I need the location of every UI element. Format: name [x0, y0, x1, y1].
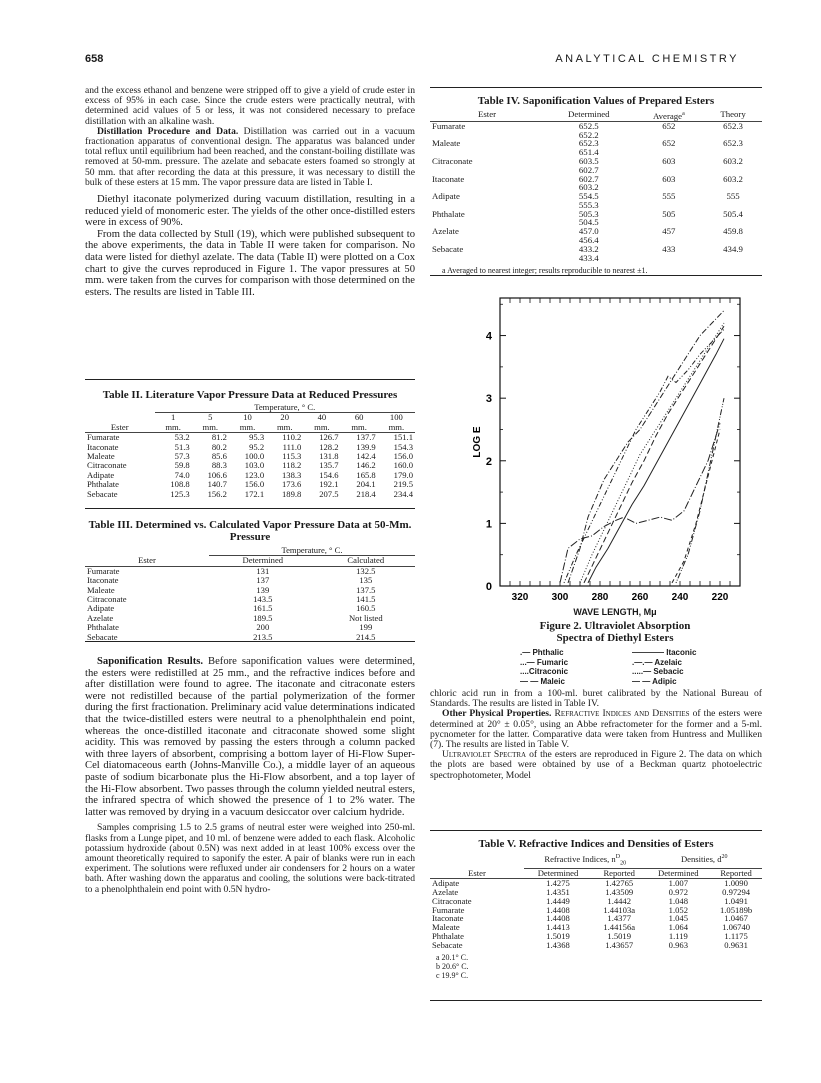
table-cell: 1.06740: [722, 922, 751, 933]
table-cell: 111.0: [282, 441, 302, 452]
table-caption: Table III. Determined vs. Calculated Vapor Pressure Data at 50-Mm. Pressure: [88, 519, 412, 543]
table-footnote: a Averaged to nearest integer; results reproducible to nearest ±1.: [442, 266, 648, 276]
table-cell: 110.2: [282, 432, 302, 443]
unit-header: mm.: [314, 421, 330, 432]
column-header-ester: Ester: [468, 867, 486, 878]
x-axis-label: WAVE LENGTH, Mμ: [573, 607, 657, 617]
table-cell: 602.7: [578, 164, 599, 175]
table-cell: 0.97294: [722, 886, 751, 897]
table-3-grid: [85, 546, 415, 642]
journal-title: ANALYTICAL CHEMISTRY: [555, 53, 739, 65]
table-row: [430, 879, 762, 888]
table-cell: 53.2: [174, 432, 190, 443]
table-cell: 555.3: [578, 199, 599, 210]
table-cell: 156.2: [207, 488, 227, 499]
table-cell: 1.119: [668, 930, 688, 941]
table-cell: 139: [256, 584, 270, 595]
table-2: [85, 389, 415, 499]
table-cell: 603: [662, 155, 676, 166]
smallcaps-text: Refractive Indices and Densities: [554, 708, 690, 720]
table-cell: 1.4408: [546, 913, 570, 924]
table-row: [430, 888, 762, 897]
table-group-header: Temperature, ° C.: [155, 403, 415, 413]
x-tick-label: 280: [591, 592, 609, 603]
table-cell: 1.064: [668, 922, 688, 933]
row-label: Azelate: [432, 226, 459, 237]
row-label: Azelate: [87, 612, 114, 623]
table-cell: 103.0: [244, 460, 265, 471]
table-cell: 192.1: [319, 479, 339, 490]
row-label: Azelate: [432, 886, 459, 897]
legend-right: [632, 648, 696, 686]
table-cell: 154.6: [319, 469, 339, 480]
table-cell: 106.6: [207, 469, 227, 480]
table-cell: 1.045: [668, 913, 688, 924]
table-cell: 95.3: [249, 432, 265, 443]
table-row: [430, 254, 762, 263]
table-cell: 80.2: [211, 441, 227, 452]
row-label: Phthalate: [87, 622, 119, 633]
footnote: a 20.1° C.: [436, 952, 469, 962]
table-cell: 504.5: [578, 217, 599, 228]
table-cell: 179.0: [393, 469, 413, 480]
table-footnotes: [430, 953, 762, 980]
legend-entry: ...— Fumaric: [520, 657, 569, 667]
series-line-fumaric: [564, 329, 724, 583]
table-cell: 51.3: [174, 441, 190, 452]
table-cell: 151.1: [393, 432, 413, 443]
page-number: 658: [85, 53, 104, 65]
table-row: [430, 906, 762, 915]
row-label: Citraconate: [87, 594, 127, 605]
legend-entry: — — Adipic: [632, 676, 677, 686]
unit-header: mm.: [276, 421, 293, 432]
unit-header: mm.: [351, 421, 367, 432]
table-cell: 457.0: [578, 226, 599, 237]
table-cell: 1.4275: [546, 878, 570, 889]
row-label: Sebacate: [87, 488, 118, 499]
table-cell: [704, 254, 762, 263]
column-header-reported: Reported: [603, 868, 635, 879]
pressure-header: 5: [208, 412, 213, 423]
caption-line: Figure 2. Ultraviolet Absorption: [539, 620, 691, 632]
table-cell: 433.4: [578, 252, 599, 263]
series-line-citraconic: [580, 323, 724, 583]
table-row: [430, 897, 762, 906]
table-cell: 154.3: [393, 441, 413, 452]
table-cell: 603.2: [578, 182, 599, 193]
y-axis-label: LOG E: [472, 426, 483, 458]
table-cell: 1.4377: [607, 913, 632, 924]
row-label: Adipate: [87, 603, 115, 614]
table-cell: 128.2: [319, 441, 339, 452]
table-cell: 131.8: [319, 451, 339, 462]
table-cell: 214.5: [356, 631, 376, 642]
table-cell: 1.4351: [546, 886, 570, 897]
table-cell: 161.5: [253, 603, 273, 614]
table-cell: 457: [662, 226, 676, 237]
table-cell: 200: [256, 622, 270, 633]
table-cell: 1.44103a: [603, 904, 636, 915]
row-label: Phthalate: [432, 930, 464, 941]
table-cell: 602.7: [578, 173, 599, 184]
runin-heading: Other Physical Properties.: [442, 708, 552, 720]
table-cell: 143.5: [253, 594, 273, 605]
table-cell: 172.1: [244, 488, 265, 499]
table-cell: 189.5: [253, 612, 273, 623]
row-label: Fumarate: [87, 565, 120, 576]
column-header-reported: Reported: [720, 868, 752, 879]
unit-header: mm.: [202, 421, 219, 432]
table-cell: 1.5019: [546, 930, 570, 941]
table-cell: 140.7: [207, 479, 227, 490]
table-cell: 234.4: [393, 488, 413, 499]
table-cell: 505: [662, 208, 676, 219]
table-cell: 173.6: [281, 479, 302, 490]
table-cell: 100.0: [244, 451, 265, 462]
table-row: [430, 941, 762, 950]
table-3: [85, 519, 415, 642]
table-cell: 137.5: [356, 584, 376, 595]
paragraph-uv-spectra: [430, 750, 762, 781]
x-tick-label: 240: [671, 592, 689, 603]
legend-entry: — — Maleic: [520, 676, 565, 686]
table-5-grid: [430, 853, 762, 950]
paragraph-saponification: [85, 656, 415, 818]
y-tick-label: 4: [485, 330, 492, 343]
table-cell: 456.4: [578, 235, 599, 246]
table-cell: 219.5: [393, 479, 413, 490]
table-cell: 207.5: [319, 488, 339, 499]
paragraph-text: of the esters are reproduced in Figure 2. The data on which the plots are based were obtained by use of a Beckman quartz photoelectric spectrophotometer, Model: [430, 749, 762, 781]
table-cell: 135.7: [319, 460, 339, 471]
row-label: [430, 254, 544, 263]
table-cell: 603.2: [723, 155, 743, 166]
table-cell: 156.0: [393, 451, 413, 462]
smallcaps-text: Ultraviolet Spectra: [442, 749, 527, 761]
x-tick-label: 220: [711, 592, 729, 603]
table-cell: 108.8: [170, 479, 190, 490]
table-cell: 1.4442: [607, 895, 632, 906]
series-line-maleic: [584, 326, 724, 583]
table-cell: 652.3: [723, 138, 743, 149]
table-row: [430, 932, 762, 941]
table-cell: 74.0: [174, 469, 190, 480]
table-cell: 1.5019: [607, 930, 632, 941]
table-cell: 137.7: [356, 432, 376, 443]
row-label: Itaconate: [432, 913, 464, 924]
table-cell: 434.9: [723, 243, 743, 254]
paragraph: chloric acid run in from a 100-ml. buret calibrated by the National Bureau of Standards. The results are listed in Table IV.: [430, 688, 762, 710]
row-label: Maleate: [87, 584, 115, 595]
table-group-header: Temperature, ° C.: [209, 546, 415, 556]
row-label: Sebacate: [432, 939, 463, 950]
table-cell: 651.4: [578, 147, 599, 158]
group-header-densities: Densities, $d^{20}$: [646, 853, 762, 869]
table-cell: 652.5: [578, 120, 599, 131]
paragraph-other-properties: [430, 709, 762, 750]
table-row: [85, 490, 415, 499]
table-cell: 115.3: [282, 451, 302, 462]
table-cell: 1.007: [668, 878, 688, 889]
table-cell: 505.4: [723, 208, 743, 219]
column-header-theory: Theory: [720, 109, 746, 119]
table-cell: 652: [662, 120, 676, 131]
table-cell: 139.9: [356, 441, 376, 452]
series-line-azelaic: [560, 423, 720, 583]
table-4-grid: [430, 110, 762, 262]
table-cell: 123.0: [244, 469, 265, 480]
series-line-phthalic: [568, 311, 724, 583]
left-intro-text: [85, 86, 415, 298]
footnote: b 20.6° C.: [436, 961, 469, 971]
table-cell: 1.4449: [546, 895, 570, 906]
table-caption: Table V. Refractive Indices and Densities of Esters: [478, 838, 714, 850]
table-cell: 138.3: [281, 469, 302, 480]
group-header-refractive: Refractive Indices, $n^D_{20}$: [524, 853, 646, 869]
legend-left: [520, 648, 568, 686]
column-header-determined: Determined: [568, 109, 610, 119]
figure-caption: [460, 620, 770, 644]
table-cell: 1.052: [668, 904, 688, 915]
table-cell: 1.4413: [546, 922, 570, 933]
caption-line: Spectra of Diethyl Esters: [556, 632, 674, 644]
table-cell: 505.3: [578, 208, 599, 219]
x-tick-label: 260: [631, 592, 649, 603]
table-cell: 81.2: [211, 432, 227, 443]
table-cell: 433: [662, 243, 676, 254]
paragraph: From the data collected by Stull (19), which were published subsequent to the above experiments, the data in Table II were taken for comparison. No data were listed for diethyl azelate. The data (Table II) were plotted on a Cox chart to give the curves reproduced in Figure 1. The vapor pressures at 50 mm. were taken from the curves for comparison with those determined on the esters. The results are listed in Table III.: [85, 228, 415, 298]
table-cell: 135: [359, 575, 373, 586]
table-5: [430, 838, 762, 980]
x-tick-label: 300: [551, 592, 569, 603]
row-label: Sebacate: [87, 631, 118, 642]
row-label: Maleate: [87, 451, 115, 462]
table-cell: 603: [662, 173, 676, 184]
column-header-determined: Determined: [658, 868, 699, 879]
table-cell: 0.972: [668, 886, 688, 897]
row-label: Maleate: [432, 138, 461, 149]
table-cell: 1.0491: [724, 895, 748, 906]
table-cell: 603.2: [723, 173, 743, 184]
table-cell: 88.3: [211, 460, 227, 471]
table-cell: 1.0467: [724, 913, 748, 924]
table-cell: 1.048: [668, 895, 688, 906]
y-tick-label: 0: [485, 581, 492, 593]
table-cell: 433.2: [578, 243, 599, 254]
series-line-sebacic: [676, 398, 724, 583]
legend-entry: ....Citraconic: [520, 667, 569, 676]
table-caption: Table II. Literature Vapor Pressure Data at Reduced Pressures: [102, 389, 398, 401]
table-cell: 1.42765: [605, 878, 634, 889]
table-cell: 555: [726, 191, 740, 202]
table-cell: 141.5: [356, 594, 376, 605]
table-cell: 160.5: [356, 603, 376, 614]
table-cell: 132.5: [356, 565, 376, 576]
legend-entry: .— Phthalic: [520, 648, 564, 657]
pressure-header: 1: [170, 412, 176, 423]
unit-header: mm.: [165, 421, 181, 432]
table-cell: 1.1175: [724, 930, 748, 941]
footnote: c 19.9° C.: [436, 970, 469, 980]
pressure-header: 60: [354, 412, 364, 423]
pressure-header: 20: [280, 412, 290, 423]
row-label: Itaconate: [87, 575, 119, 586]
pressure-header: 10: [243, 412, 252, 423]
paragraph-text: Distillation was carried out in a vacuum fractionation apparatus of conventional design. The apparatus was balanced under total reflux until equilibrium had been reached, and the constant-boiling distillate was removed at 50-mm. pressure. The azelate and sebacate esters foamed so strongly at 50 mm. that after recording the data at this pressure, it was necessary to distill the bulk of these esters at 15 mm. The vapor pressure data are listed in Table I.: [85, 125, 416, 188]
table-cell: 204.1: [356, 479, 376, 490]
table-cell: 146.2: [356, 460, 376, 471]
uv-spectra-chart: [460, 290, 760, 620]
table-cell: 652.2: [578, 129, 599, 140]
legend-entry: .....— Sebacic: [632, 667, 684, 676]
column-header-average: Average$^a$: [652, 110, 685, 121]
table-cell: 652.3: [723, 120, 743, 131]
y-tick-label: 2: [485, 455, 492, 468]
runin-heading: Distillation Procedure and Data.: [97, 125, 239, 137]
table-cell: Not listed: [348, 612, 383, 623]
column-header-calculated: Calculated: [347, 555, 385, 566]
row-label: Citraconate: [432, 895, 472, 906]
table-cell: 554.5: [578, 191, 599, 202]
table-cell: 1.0090: [724, 878, 748, 889]
column-header-ester: Ester: [110, 421, 129, 432]
table-cell: 199: [359, 622, 373, 633]
paragraph: Diethyl itaconate polymerized during vacuum distillation, resulting in a reduced yield of monomeric ester. The yields of the other once-distilled esters were in excess of 90%.: [85, 194, 415, 229]
row-label: Fumarate: [87, 432, 120, 443]
row-label: Citraconate: [432, 155, 473, 166]
table-cell: 118.2: [282, 460, 302, 471]
table-cell: 1.43657: [605, 939, 634, 950]
table-cell: 126.7: [319, 432, 339, 443]
table-cell: 1.4408: [546, 904, 570, 915]
table-cell: 85.6: [211, 451, 227, 462]
right-text: [430, 689, 762, 781]
table-cell: 165.8: [356, 469, 376, 480]
table-cell: 131: [256, 565, 270, 576]
table-cell: 1.4368: [546, 939, 570, 950]
paragraph: and the excess ethanol and benzene were stripped off to give a yield of crude ester in excess of 95% in each case. Since the crude esters were practically neutral, with determined acid values of 5 or less, it was not considered necessary to preface distillation with an alkaline wash.: [85, 85, 415, 127]
table-cell: 218.4: [356, 488, 376, 499]
plot-frame: [500, 298, 740, 586]
y-tick-label: 3: [485, 393, 492, 406]
row-label: Adipate: [432, 191, 460, 202]
table-cell: 1.05189b: [719, 904, 753, 915]
row-label: Phthalate: [432, 208, 465, 219]
table-cell: 57.3: [174, 451, 190, 462]
column-header-ester: Ester: [138, 554, 156, 565]
row-label: Adipate: [432, 878, 460, 889]
paragraph-text: Before saponification values were determined, the esters were redistilled at 25 mm., and the refractive indices before and after distillation were found to agree. The itaconate and citraconate esters were not redistilled because of the partial polymerization of the former during the first fractionation. Preliminary acid value determinations indicated that the twice-distilled esters were neutral to a phenolphthalein end point, whereas the once-distilled itaconate and citraconate showed some slight acidity. This was removed by passing the esters through a column packed with three layers of absorbent, comprising a bottom layer of Hi-Flow Super-Cel diatomaceous earth (Johns-Manville Co.), a middle layer of an aqueous paste of sodium bicarbonate plus the Hi-Flow absorbent, and a top layer of the Hi-Flow absorbent. Two passes through the column yielded neutral esters, the infrared spectra of which showed the presence of 1 to 2% water. The latter was removed by drying in a vacuum desiccator over calcium hydride.: [85, 656, 415, 818]
table-cell: 1.44156a: [603, 922, 636, 933]
row-label: Fumarate: [432, 120, 466, 131]
table-cell: 156.0: [244, 479, 265, 490]
table-cell: 160.0: [393, 460, 413, 471]
unit-header: mm.: [239, 421, 256, 432]
row-label: Fumarate: [432, 904, 465, 915]
table-cell: 603.5: [578, 155, 599, 166]
table-cell: 555: [662, 191, 676, 202]
table-cell: 142.4: [356, 451, 376, 462]
table-cell: 1.43509: [605, 886, 634, 897]
row-label: Sebacate: [432, 243, 464, 254]
column-header-ester: Ester: [477, 109, 497, 119]
table-cell: 0.963: [668, 939, 688, 950]
table-cell: 213.5: [253, 631, 273, 642]
column-header-determined: Determined: [537, 868, 579, 879]
table-cell: 189.8: [281, 488, 302, 499]
table-2-grid: [85, 403, 415, 499]
table-cell: 137: [256, 575, 270, 586]
pressure-header: 40: [317, 412, 327, 423]
column-header-determined: Determined: [242, 555, 284, 566]
paragraph: Samples comprising 1.5 to 2.5 grams of neutral ester were weighed into 250-ml. flasks from a Lunge pipet, and 10 ml. of benzene were added to each flask. Alcoholic potassium hydroxide (about 0.5N) was next added in at least 100% excess over the amount theoretically required to saponify the ester. A pair of blanks were run in each experiment. The solutions were refluxed under air condensers for 2 hours on a water bath. After washing down the apparatus and cooling, the solutions were back-titrated to a phenolphthalein end point with 0.5N hydro-: [85, 822, 415, 895]
row-label: Phthalate: [87, 479, 119, 490]
table-cell: 652: [662, 138, 676, 149]
paragraph-text: of the esters were determined at 20° ± 0.05°, using an Abbe refractometer for the former and a 5-ml. pycnometer for the latter. Comparative data were taken from Huntress and Mulliken (7). The results are listed in Table V.: [430, 708, 763, 751]
table-row: [430, 914, 762, 923]
runin-heading: Saponification Results.: [97, 656, 203, 667]
table-caption: Table IV. Saponification Values of Prepared Esters: [477, 95, 715, 107]
series-line-itaconic: [588, 339, 724, 583]
table-cell: 652.3: [578, 138, 599, 149]
table-4: [430, 95, 762, 275]
table-cell: 459.8: [723, 226, 743, 237]
table-cell: 59.8: [174, 460, 190, 471]
legend-entry: ———— Itaconic: [632, 648, 697, 657]
table-cell: [634, 254, 704, 263]
row-label: Citraconate: [87, 460, 127, 471]
table-cell: 95.2: [249, 441, 265, 452]
row-label: Itaconate: [432, 173, 465, 184]
y-tick-label: 1: [485, 518, 492, 531]
row-label: Itaconate: [87, 441, 119, 452]
paragraph-distillation: [85, 127, 415, 188]
x-tick-label: 320: [511, 592, 529, 603]
table-cell: 0.9631: [724, 939, 748, 950]
legend-entry: .—.— Azelaic: [632, 657, 682, 667]
table-cell: 125.3: [170, 488, 190, 499]
table-row: [430, 923, 762, 932]
pressure-header: 100: [389, 412, 403, 423]
unit-header: mm.: [388, 421, 405, 432]
row-label: Maleate: [432, 922, 460, 933]
left-saponification-text: [85, 656, 415, 895]
row-label: Adipate: [87, 469, 115, 480]
